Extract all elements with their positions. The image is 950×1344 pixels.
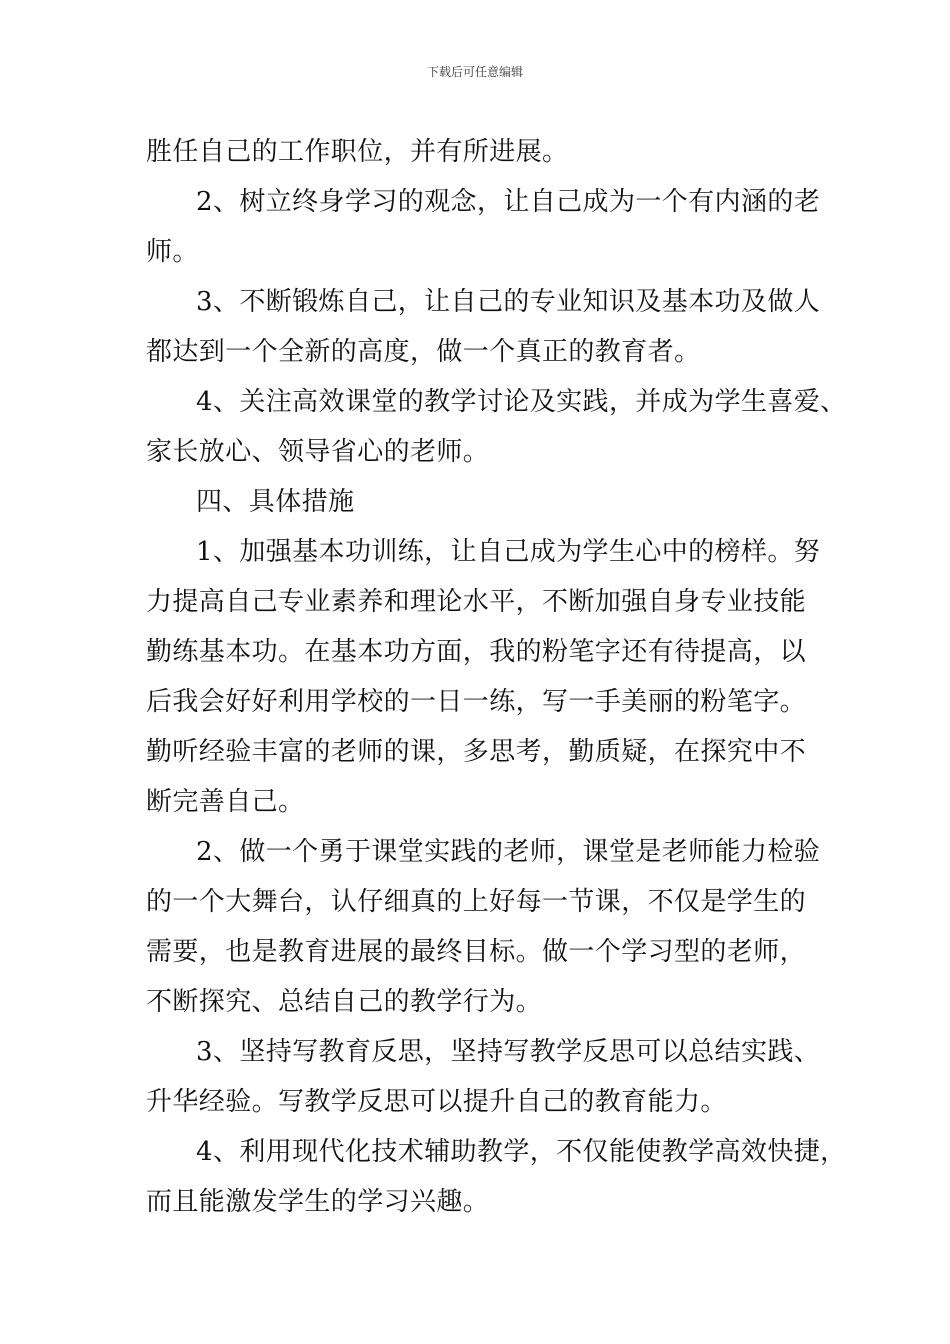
- text-line: 升华经验。写教学反思可以提升自己的教育能力。: [146, 1087, 727, 1117]
- text-line: 勤听经验丰富的老师的课，多思考，勤质疑，在探究中不: [146, 737, 807, 767]
- text-line: 4、关注高效课堂的教学讨论及实践，并成为学生喜爱、: [196, 387, 847, 417]
- text-line: 勤练基本功。在基本功方面，我的粉笔字还有待提高，以: [146, 637, 807, 667]
- page-header-note: 下载后可任意编辑: [426, 65, 523, 79]
- text-line: 3、坚持写教育反思，坚持写教学反思可以总结实践、: [196, 1037, 821, 1067]
- text-line: 2、树立终身学习的观念，让自己成为一个有内涵的老: [196, 187, 821, 217]
- text-line: 的一个大舞台，认仔细真的上好每一节课，不仅是学生的: [146, 887, 807, 917]
- text-line: 家长放心、领导省心的老师。: [146, 437, 490, 467]
- text-line: 1、加强基本功训练，让自己成为学生心中的榜样。努: [196, 537, 821, 567]
- text-line: 师。: [146, 237, 199, 267]
- document-body: [146, 127, 847, 1227]
- text-line: 后我会好好利用学校的一日一练，写一手美丽的粉笔字。: [146, 687, 807, 717]
- text-line: 需要，也是教育进展的最终目标。做一个学习型的老师，: [146, 937, 807, 967]
- text-line: 而且能激发学生的学习兴趣。: [146, 1187, 490, 1217]
- text-line: 4、利用现代化技术辅助教学，不仅能使教学高效快捷，: [196, 1137, 847, 1167]
- text-line: 3、不断锻炼自己，让自己的专业知识及基本功及做人: [196, 287, 821, 317]
- text-line: 2、做一个勇于课堂实践的老师，课堂是老师能力检验: [196, 837, 821, 867]
- text-line: 力提高自己专业素养和理论水平，不断加强自身专业技能: [146, 587, 807, 617]
- text-line: 断完善自己。: [146, 787, 305, 817]
- text-line: 四、具体措施: [196, 487, 355, 517]
- text-line: 都达到一个全新的高度，做一个真正的教育者。: [146, 337, 701, 367]
- text-line: 胜任自己的工作职位，并有所进展。: [146, 137, 569, 167]
- text-line: 不断探究、总结自己的教学行为。: [146, 987, 543, 1017]
